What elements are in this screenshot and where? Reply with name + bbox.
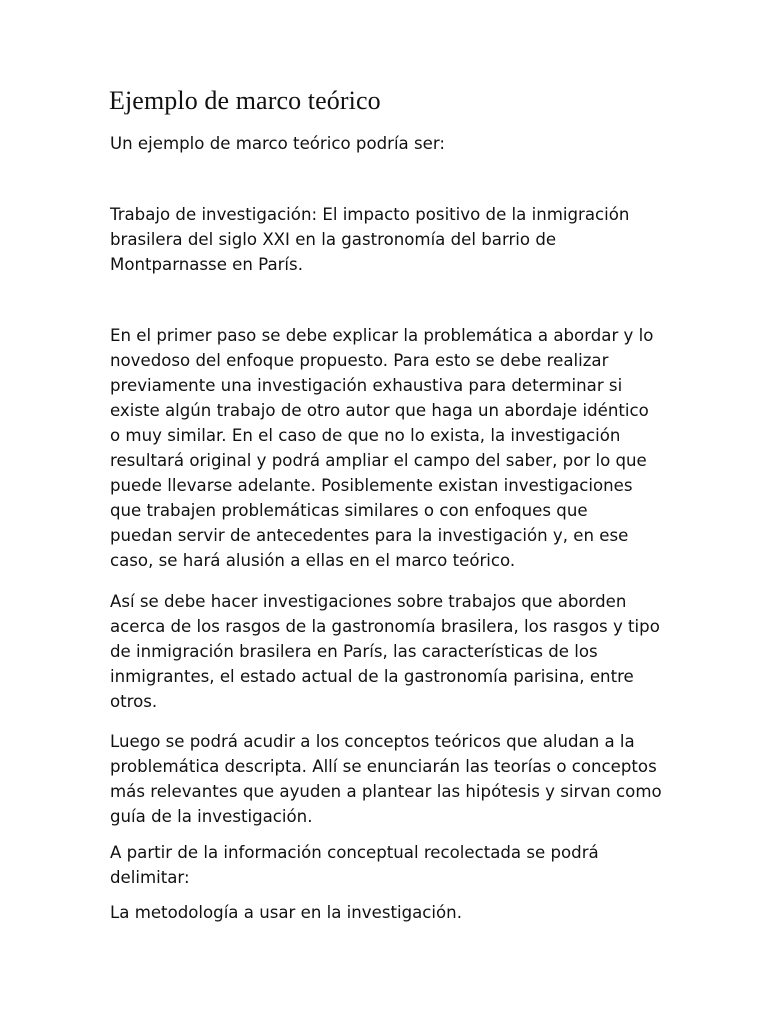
paragraph-line: brasilera del siglo XXI en la gastronomía del barrio de (110, 230, 557, 249)
paragraph-line: delimitar: (110, 868, 190, 887)
paragraph-line: Así se debe hacer investigaciones sobre trabajos que aborden (110, 592, 627, 611)
paragraph-line: más relevantes que ayuden a plantear las hipótesis y sirvan como (110, 782, 662, 801)
document-title: Ejemplo de marco teórico (109, 86, 381, 115)
paragraph-line: A partir de la información conceptual recolectada se podrá (110, 843, 599, 862)
intro-line: Un ejemplo de marco teórico podría ser: (110, 134, 445, 153)
paragraph-line: inmigrantes, el estado actual de la gastronomía parisina, entre (110, 667, 634, 686)
paragraph-line: existe algún trabajo de otro autor que haga un abordaje idéntico (110, 401, 649, 420)
paragraph-line: Trabajo de investigación: El impacto positivo de la inmigración (110, 205, 630, 224)
paragraph-line: guía de la investigación. (110, 807, 313, 826)
paragraph-line: de inmigración brasilera en París, las características de los (110, 642, 598, 661)
paragraph-3 (110, 589, 670, 714)
paragraph-line: La metodología a usar en la investigación. (110, 903, 462, 922)
paragraph-line: En el primer paso se debe explicar la problemática a abordar y lo (110, 326, 654, 345)
paragraph-line: acerca de los rasgos de la gastronomía brasilera, los rasgos y tipo (110, 617, 660, 636)
paragraph-line: o muy similar. En el caso de que no lo exista, la investigación (110, 426, 621, 445)
paragraph-line: Luego se podrá acudir a los conceptos teóricos que aludan a la (110, 732, 635, 751)
paragraph-5 (110, 840, 670, 890)
paragraph-4 (110, 729, 670, 829)
paragraph-line: previamente una investigación exhaustiva para determinar si (110, 376, 623, 395)
paragraph-6 (110, 900, 670, 925)
paragraph-line: novedoso del enfoque propuesto. Para esto se debe realizar (110, 351, 609, 370)
paragraph-line: que trabajen problemáticas similares o con enfoques que (110, 501, 588, 520)
paragraph-1 (110, 202, 670, 277)
paragraph-2 (110, 323, 670, 573)
paragraph-line: puede llevarse adelante. Posiblemente existan investigaciones (110, 476, 633, 495)
paragraph-line: Montparnasse en París. (110, 255, 303, 274)
paragraph-line: problemática descripta. Allí se enunciarán las teorías o conceptos (110, 757, 657, 776)
paragraph-line: caso, se hará alusión a ellas en el marco teórico. (110, 551, 516, 570)
paragraph-line: resultará original y podrá ampliar el campo del saber, por lo que (110, 451, 647, 470)
paragraph-line: puedan servir de antecedentes para la investigación y, en ese (110, 526, 629, 545)
paragraph-line: otros. (110, 692, 158, 711)
